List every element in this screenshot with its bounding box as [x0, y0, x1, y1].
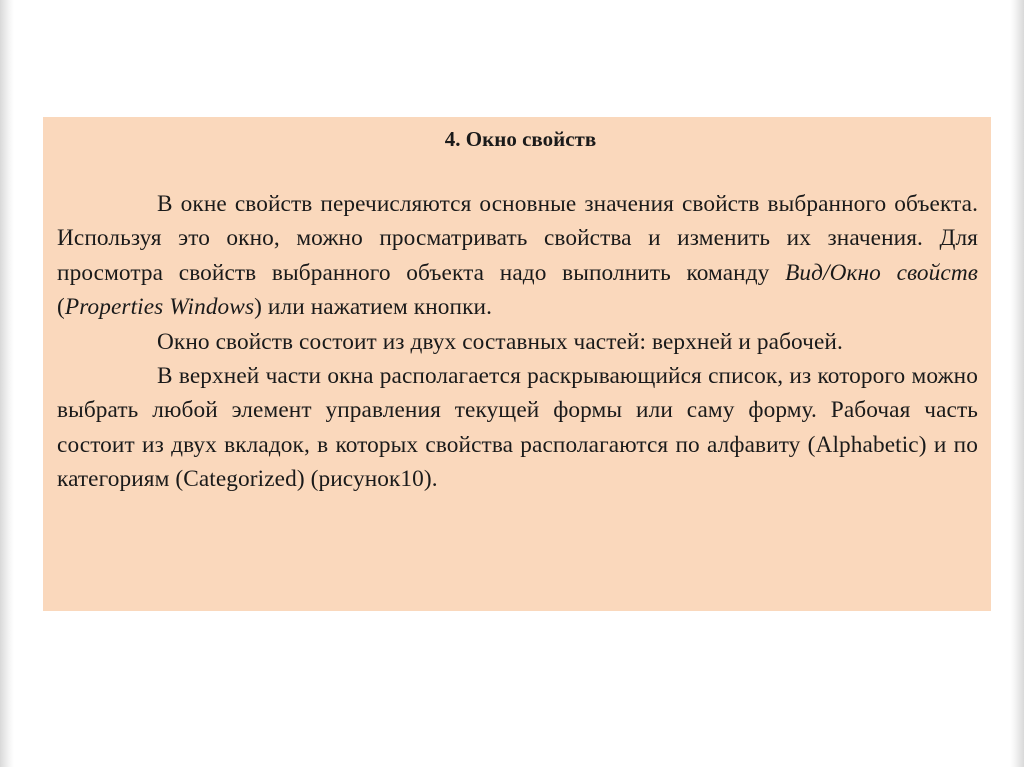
paragraph-1: [57, 187, 978, 325]
menu-command-english: Properties Windows: [64, 294, 255, 321]
paragraph-1-text-start: В окне свойств перечисляются основные значения свойств выбранного объекта. Используя это окно, можно просматривать свойства и изменить их значения. Для просмотра свойств выбранного объекта надо выполнить команду: [57, 191, 978, 286]
paragraph-3: В верхней части окна располагается раскрывающийся список, из которого можно выбрать любой элемент управления текущей формы или саму форму. Рабочая часть состоит из двух вкладок, в которых свойства располагаются по алфавиту (Alphabetic) и по категориям (Categorized) (рисунок10).: [57, 363, 978, 493]
menu-command-path: Вид/Окно свойств: [785, 259, 978, 286]
slide-right-edge: [1010, 0, 1024, 767]
paragraph-2: Окно свойств состоит из двух составных частей: верхней и рабочей.: [157, 328, 843, 355]
section-heading: 4. Окно свойств: [444, 127, 597, 151]
content-box: [43, 117, 991, 611]
paragraph-1-paren-open: (: [57, 294, 65, 321]
paragraph-1-text-end: ) или нажатием кнопки.: [254, 294, 493, 321]
slide-left-edge: [0, 0, 14, 767]
